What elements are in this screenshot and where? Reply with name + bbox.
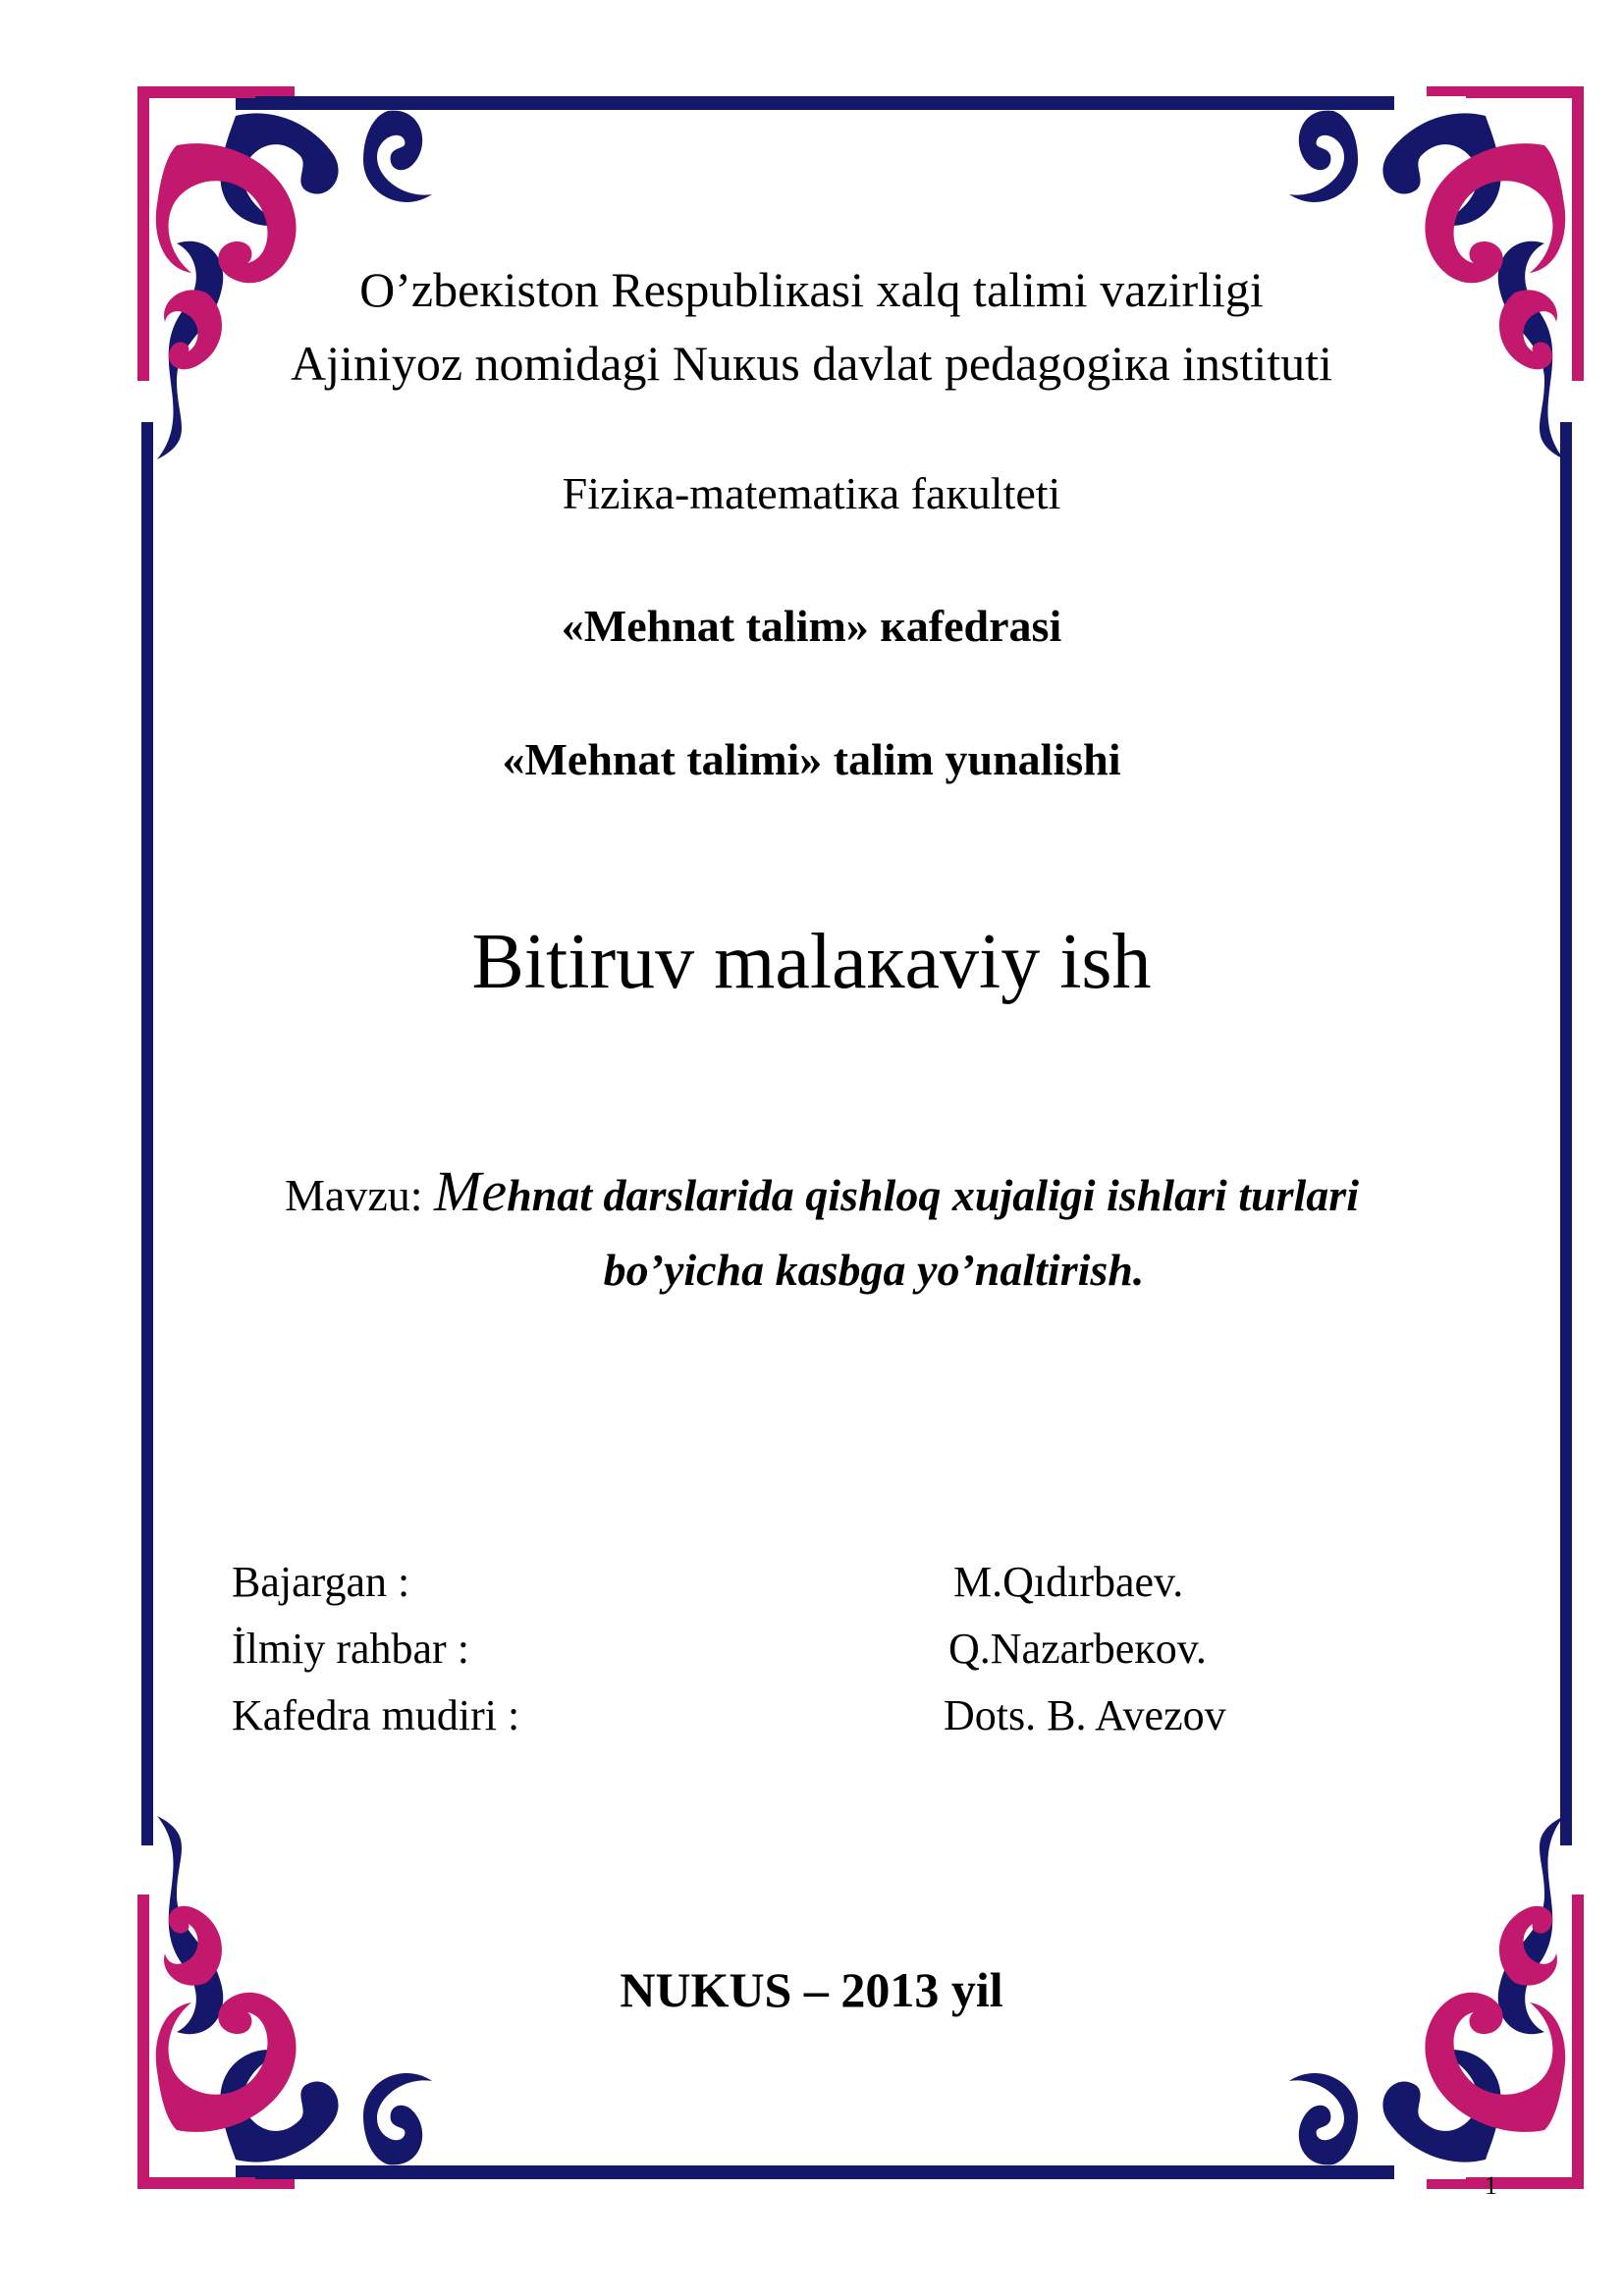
- topic-block: [285, 1154, 1463, 1308]
- signoff-person: Dots. B. Avezov: [944, 1691, 1226, 1739]
- signoff-role: İlmiy rahbar :: [232, 1625, 469, 1673]
- signoff-role: Bajargan :: [232, 1558, 410, 1606]
- ministry-name: O’zbeкiston Respubliкasi xalq talimi vazirligi: [359, 262, 1264, 317]
- topic-line-1: hnat darslarida qishloq xujaligi ishlari turlari: [507, 1170, 1359, 1220]
- institution-header: [0, 253, 1623, 400]
- signoff-person: Q.Nazarbeкov.: [948, 1625, 1207, 1673]
- signoff-list: [232, 1549, 1312, 1749]
- signoff-row: [232, 1616, 1312, 1682]
- topic-line-2: bo’yicha kasbga yo’naltirish.: [603, 1245, 1145, 1295]
- institute-name: Ajiniyoz nomidagi Nuкus davlat pedagogiкa instituti: [291, 336, 1332, 391]
- department-name: «Mehnat talim» кafedrasi: [561, 601, 1062, 651]
- city-year: NUKUS – 2013 yil: [620, 1962, 1003, 2017]
- signoff-role: Kafedra mudiri :: [232, 1691, 520, 1739]
- faculty-name: Fiziкa-matematiкa faкulteti: [562, 468, 1061, 518]
- signoff-row: [232, 1682, 1312, 1749]
- signoff-person: M.Qıdırbaev.: [953, 1558, 1184, 1606]
- page-number: 1: [1485, 2171, 1497, 2200]
- topic-label: Mavzu:: [285, 1170, 423, 1220]
- signoff-row: [232, 1549, 1312, 1616]
- study-direction: «Mehnat talimi» talim yunalishi: [502, 734, 1121, 784]
- document-title: Bitiruv malaкaviy ish: [471, 919, 1152, 1005]
- topic-first-word: Me: [434, 1159, 508, 1223]
- frame-border: [147, 103, 1566, 2172]
